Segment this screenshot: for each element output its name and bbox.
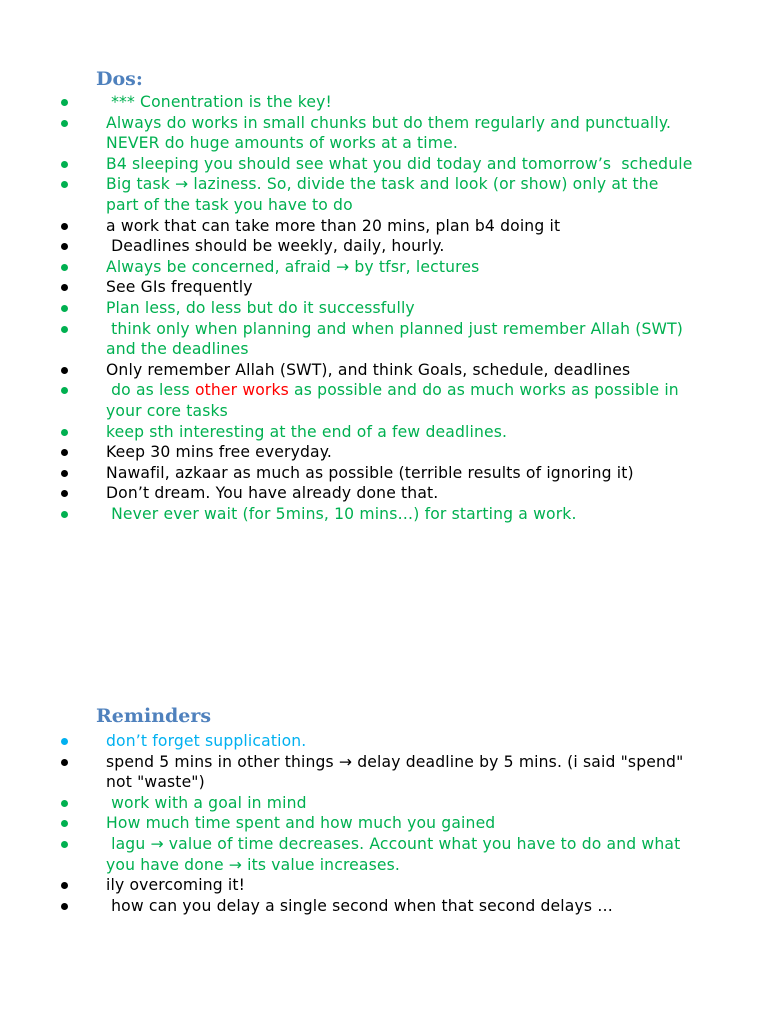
dos-item-text: Don’t dream. You have already done that. [106,484,439,503]
dos-item [0,442,696,463]
dos-item-text: do as less [106,381,195,400]
dos-item [0,463,696,484]
dos-item-text: Always do works in small chunks but do them regularly and punctually. NEVER do huge amounts of works at a time. [106,113,677,153]
reminders-item-text: spend 5 mins in other things → delay deadline by 5 mins. (i said "spend" not "waste") [106,752,689,792]
bullet-icon [61,731,68,752]
dos-item-text: Deadlines should be weekly, daily, hourly. [106,237,445,256]
dos-list [0,92,696,524]
reminders-heading: Reminders [96,705,212,727]
reminders-item-text: how can you delay a single second when that second delays … [106,896,613,915]
dos-item-text: keep sth interesting at the end of a few deadlines. [106,422,508,441]
reminders-item [0,793,696,814]
dos-item-text: *** Conentration is the key! [106,93,332,111]
dos-item [0,113,696,154]
reminders-item-text: ily overcoming it! [106,876,246,895]
bullet-icon [61,813,68,834]
dos-item [0,298,696,319]
reminders-item [0,834,696,875]
reminders-item-text: How much time spent and how much you gained [106,814,496,833]
bullet-icon [61,257,68,278]
dos-item-text: Always be concerned, afraid → by tfsr, lectures [106,257,480,276]
dos-item [0,92,696,113]
dos-item [0,504,696,525]
bullet-icon [61,896,68,917]
reminders-item-text: don’t forget supplication. [106,732,307,750]
bullet-icon [61,463,68,484]
dos-item [0,154,696,175]
bullet-icon [61,793,68,814]
bullet-icon [61,380,68,401]
bullet-icon [61,504,68,525]
bullet-icon [61,236,68,257]
dos-item-text: Plan less, do less but do it successfully [106,298,415,317]
bullet-icon [61,752,68,773]
reminders-item-text: work with a goal in mind [106,793,307,812]
reminders-item [0,896,696,917]
dos-item-text: B4 sleeping you should see what you did today and tomorrow’s schedule [106,154,693,173]
dos-item-text: a work that can take more than 20 mins, plan b4 doing it [106,216,561,235]
dos-item-text: Big task → laziness. So, divide the task and look (or show) only at the part of the task you have to do [106,175,664,214]
dos-item-text: Keep 30 mins free everyday. [106,443,333,462]
reminders-item [0,752,696,793]
dos-item-text: as possible and do as much works as possible in your core tasks [106,381,684,420]
reminders-item [0,875,696,896]
dos-heading: Dos: [96,68,143,90]
bullet-icon [61,834,68,855]
dos-item-text: think only when planning and when planned just remember Allah (SWT) and the deadlines [106,319,689,359]
dos-item [0,236,696,257]
dos-item-text: See GIs frequently [106,278,253,297]
bullet-icon [61,277,68,298]
dos-item [0,422,696,443]
bullet-icon [61,174,68,195]
dos-item-text: Never ever wait (for 5mins, 10 mins…) for starting a work. [106,504,577,523]
bullet-icon [61,875,68,896]
reminders-item [0,731,696,752]
dos-item [0,216,696,237]
bullet-icon [61,422,68,443]
bullet-icon [61,360,68,381]
bullet-icon [61,216,68,237]
dos-item [0,380,696,421]
dos-item [0,257,696,278]
dos-item [0,277,696,298]
reminders-list [0,731,696,916]
bullet-icon [61,154,68,175]
reminders-item [0,813,696,834]
bullet-icon [61,319,68,340]
dos-item-text: Only remember Allah (SWT), and think Goals, schedule, deadlines [106,360,631,379]
reminders-item-text: lagu → value of time decreases. Account what you have to do and what you have done → its value increases. [106,834,686,874]
bullet-icon [61,113,68,134]
dos-item [0,174,696,215]
bullet-icon [61,92,68,113]
dos-item [0,483,696,504]
bullet-icon [61,442,68,463]
dos-item [0,360,696,381]
bullet-icon [61,483,68,504]
dos-item-highlight: other works [194,381,289,400]
dos-item-text: Nawafil, azkaar as much as possible (terrible results of ignoring it) [106,463,634,482]
bullet-icon [61,298,68,319]
dos-item [0,319,696,360]
